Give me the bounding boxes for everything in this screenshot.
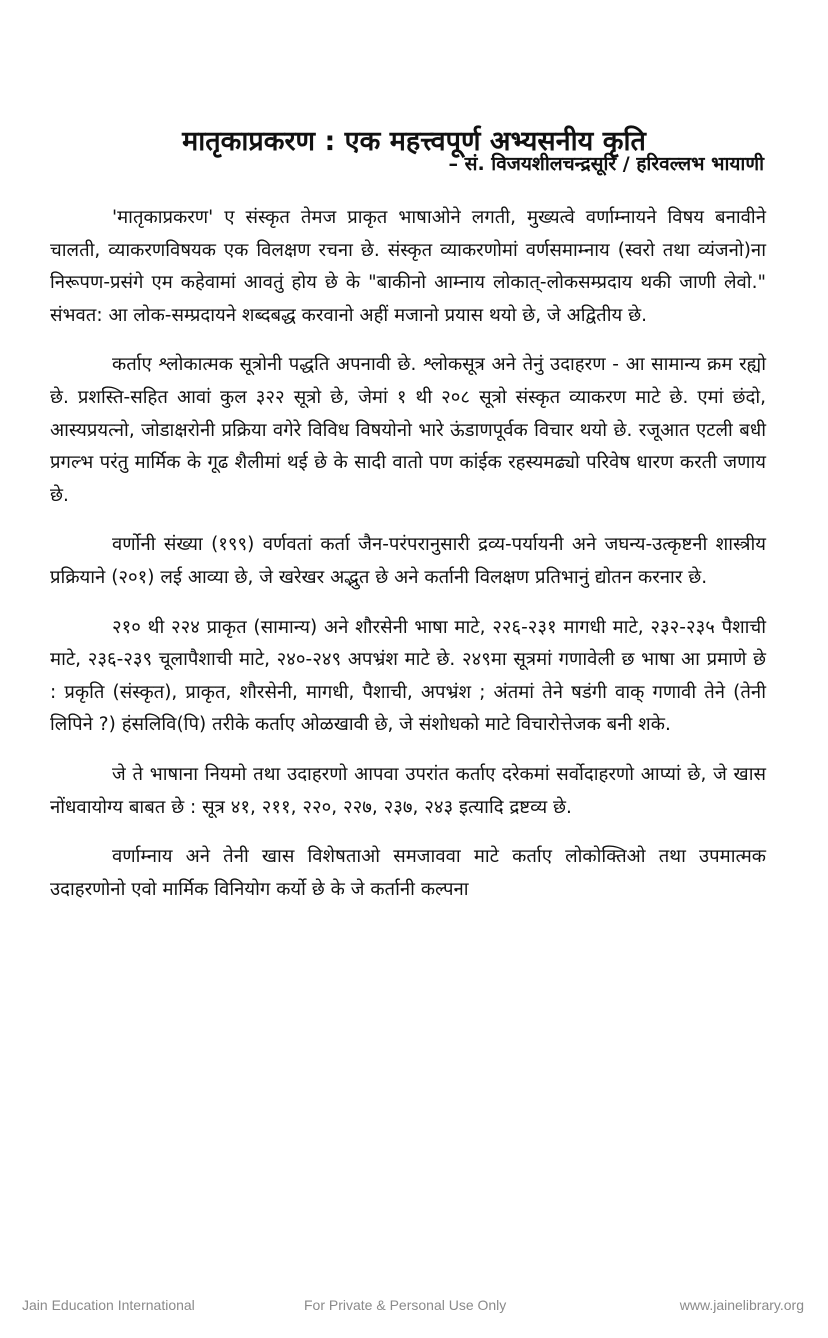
paragraph-4: २१० थी २२४ प्राकृत (सामान्य) अने शौरसेनी भाषा माटे, २२६-२३१ मागधी माटे, २३२-२३५ पैशाची माटे, २३६-२३९ चूलापैशाची माटे, २४०-२४९ अपभ्रंश माटे छे. २४९मा सूत्रमां गणावेली छ भाषा आ प्रमाणे छे : प्रकृति (संस्कृत), प्राकृत, शौरसेनी, मागधी, पैशाची, अपभ्रंश ; अंतमां तेने षडंगी वाक् गणावी तेने (तेनी लिपिने ?) हंसलिवि(पि) तरीके कर्ताए ओळखावी छे, जे संशोधको माटे विचारोत्तेजक बनी शके. [50,616,766,736]
paragraph-3: वर्णोनी संख्या (१९९) वर्णवतां कर्ता जैन-परंपरानुसारी द्रव्य-पर्यायनी अने जघन्य-उत्कृष्टनी शास्त्रीय प्रक्रियाने (२०१) लई आव्या छे, जे खरेखर अद्भुत छे अने कर्तानी विलक्षण प्रतिभानुं द्योतन करनार छे. [50,534,766,588]
paragraph-2: कर्ताए श्लोकात्मक सूत्रोनी पद्धति अपनावी छे. श्लोकसूत्र अने तेनुं उदाहरण - आ सामान्य क्रम रह्यो छे. प्रशस्ति-सहित आवां कुल ३२२ सूत्रो छे, जेमां १ थी २०८ सूत्रो संस्कृत व्याकरण माटे छे. एमां छंदो, आस्यप्रयत्नो, जोडाक्षरोनी प्रक्रिया वगेरे विविध विषयोनो भारे ऊंडाणपूर्वक विचार थयो छे. रजूआत एटली बधी प्रगल्भ परंतु मार्मिक के गूढ शैलीमां थई छे के सादी वातो पण कांईक रहस्यमढ्यो परिवेष धारण करती जणाय छे. [50,354,766,506]
article-body [50,202,766,923]
paragraph-5: जे ते भाषाना नियमो तथा उदाहरणो आपवा उपरांत कर्ताए दरेकमां सर्वोदाहरणो आप्यां छे, जे खास नोंधवायोग्य बाबत छे : सूत्र ४१, २११, २२०, २२७, २३७, २४३ इत्यादि द्रष्टव्य छे. [50,763,766,818]
article-title: मातृकाप्रकरण : एक महत्त्वपूर्ण अभ्यसनीय कृति [182,126,646,158]
article-byline: – सं. विजयशीलचन्द्रसूरि / हरिवल्लभ भायाणी [448,153,764,175]
page-footer [0,1297,828,1317]
paragraph-6: वर्णाम्नाय अने तेनी खास विशेषताओ समजाववा माटे कर्ताए लोकोक्तिओ तथा उपमात्मक उदाहरणोनो एवो मार्मिक विनियोग कर्यो छे के जे कर्तानी कल्पना [50,846,766,900]
footer-website: www.jainelibrary.org [679,1297,804,1313]
footer-usage-notice: For Private & Personal Use Only [304,1297,507,1313]
footer-publisher: Jain Education International [22,1297,195,1313]
paragraph-1: 'मातृकाप्रकरण' ए संस्कृत तेमज प्राकृत भाषाओने लगती, मुख्यत्वे वर्णाम्नायने विषय बनावीने चालती, व्याकरणविषयक एक विलक्षण रचना छे. संस्कृत व्याकरणोमां वर्णसमाम्नाय (स्वरो तथा व्यंजनो)ना निरूपण-प्रसंगे एम कहेवामां आवतुं होय छे के "बाकीनो आम्नाय लोकात्-लोकसम्प्रदाय थकी जाणी लेवो." संभवत: आ लोक-सम्प्रदायने शब्दबद्ध करवानो अहीं मजानो प्रयास थयो छे, जे अद्वितीय छे. [50,207,766,326]
